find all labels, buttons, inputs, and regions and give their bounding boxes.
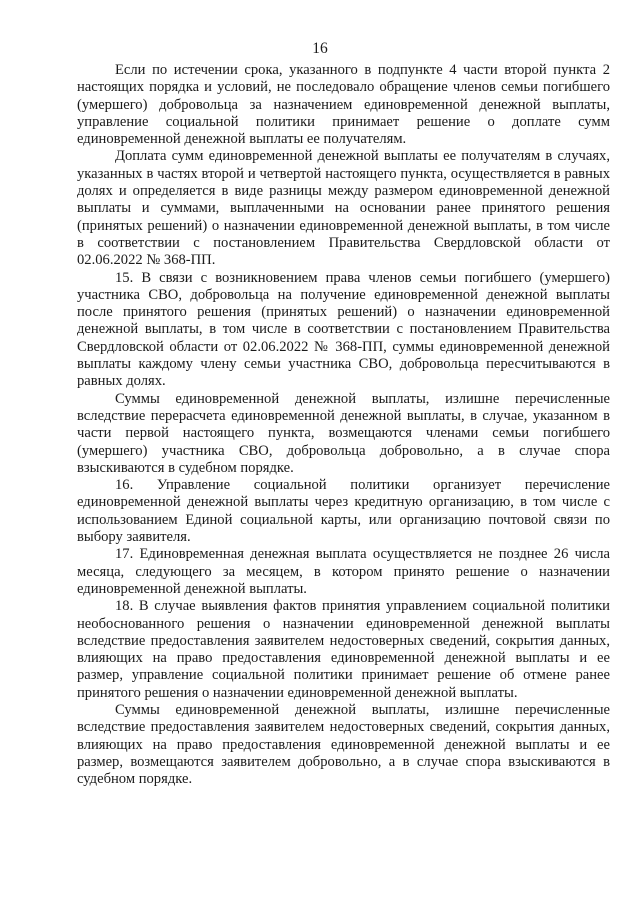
page-number: 16 [312,40,328,57]
paragraph-item-16: 16. Управление социальной политики организует перечисление единовременной денежной выплаты через кредитную организацию, в том числе с использованием Единой социальной карты, или организацию почтовой связи по выбору заявителя. [77,477,610,546]
paragraph-item-17: 17. Единовременная денежная выплата осуществляется не позднее 26 числа месяца, следующего за месяцем, в котором принято решение о назначении единовременной денежной выплаты. [77,546,610,597]
paragraph-deadline-expired: Если по истечении срока, указанного в подпункте 4 части второй пункта 2 настоящих порядка и условий, не последовало обращение членов семьи погибшего (умершего) добровольца за назначением единовременной денежной выплаты, управление социальной политики принимает решение о доплате сумм единовременной денежной выплаты ее получателям. [77,62,610,148]
paragraph-item-15-refund: Суммы единовременной денежной выплаты, излишне перечисленные вследствие перерасчета единовременной денежной выплаты, в случае, указанном в части первой настоящего пункта, возмещаются членами семьи погибшего (умершего) участника СВО, добровольца добровольно, а в случае спора взыскиваются в судебном порядке. [77,390,610,476]
paragraph-additional-payment: Доплата сумм единовременной денежной выплаты ее получателям в случаях, указанных в частях второй и четвертой настоящего пункта, осуществляется в равных долях и определяется в виде разницы между размером единовременной денежной выплаты и суммами, выплаченными на основании ранее принятого решения (принятых решений) о назначении единовременной денежной выплаты, в том числе в соответствии с постановлением Правительства Свердловской области от 02.06.2022 № 368-ПП. [77,148,610,269]
paragraph-item-15: 15. В связи с возникновением права членов семьи погибшего (умершего) участника СВО, добровольца на получение единовременной денежной выплаты после принятого решения (принятых решений) о назначении единовременной денежной выплаты, в том числе в соответствии с постановлением Правительства Свердловской области от 02.06.2022 № 368-ПП, суммы единовременной денежной выплаты каждому члену семьи участника СВО, добровольца пересчитываются в равных долях. [77,269,610,390]
paragraph-item-18-refund: Суммы единовременной денежной выплаты, излишне перечисленные вследствие предоставления заявителем недостоверных сведений, сокрытия данных, влияющих на право предоставления единовременной денежной выплаты и ее размер, возмещаются заявителем добровольно, а в случае спора взыскиваются в судебном порядке. [77,701,610,788]
document-body [77,62,610,788]
paragraph-item-18: 18. В случае выявления фактов принятия управлением социальной политики необоснованного решения о назначении единовременной денежной выплаты вследствие предоставления заявителем недостоверных сведений, сокрытия данных, влияющих на право предоставления единовременной денежной выплаты и ее размер, управление социальной политики принимает решение об отмене ранее принятого решения о назначении единовременной денежной выплаты. [77,598,610,701]
